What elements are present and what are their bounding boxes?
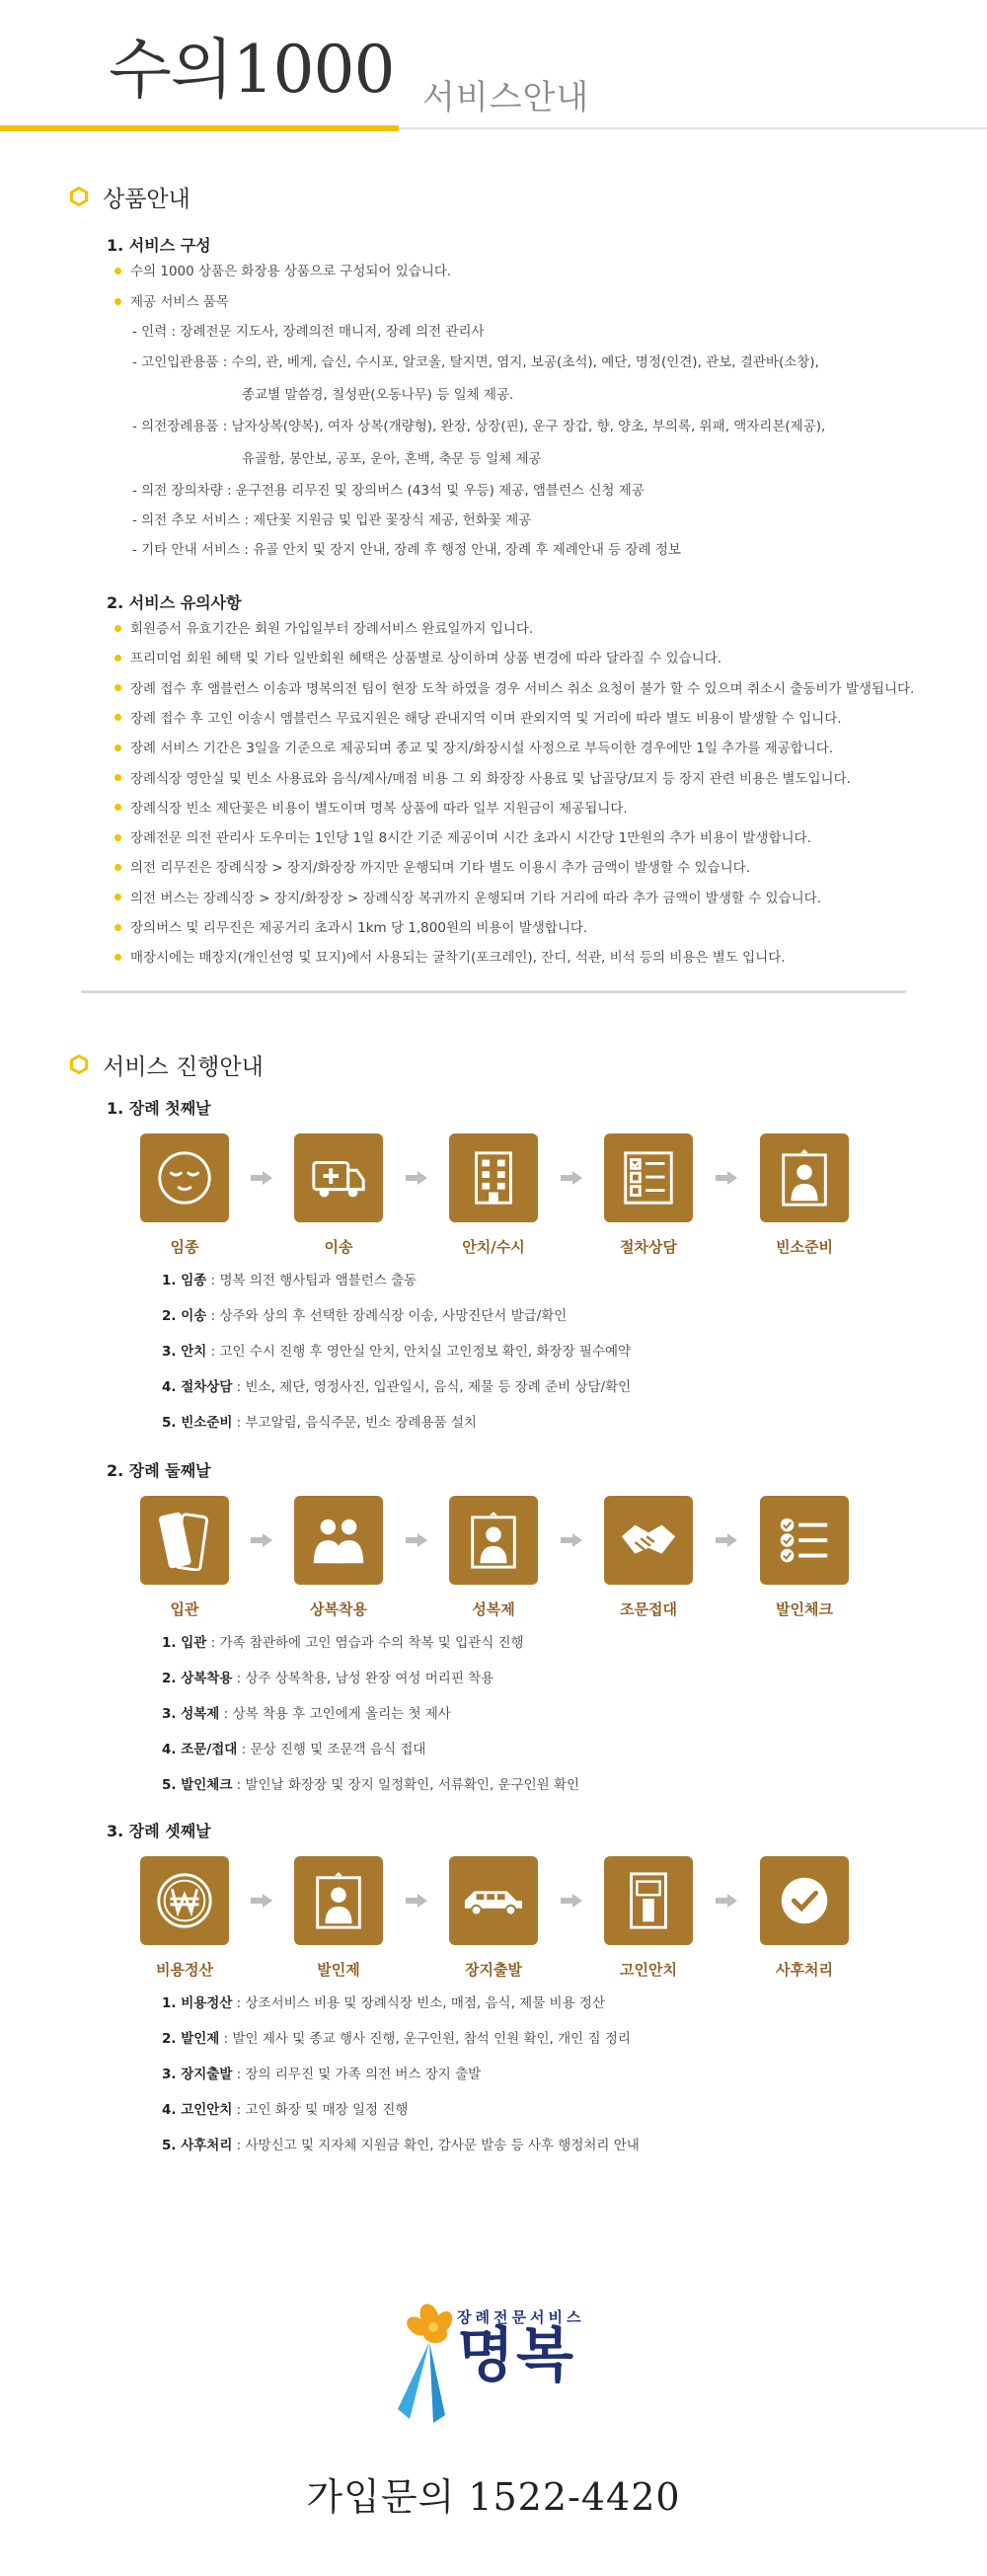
hexagon-icon (69, 1054, 89, 1074)
sleeping-face-icon (140, 1133, 229, 1222)
building-icon (449, 1133, 538, 1222)
step-label: 발인체크 (776, 1600, 833, 1618)
section-title-progress (69, 1050, 264, 1079)
section-title-text: 상품안내 (103, 186, 190, 212)
step-5 (760, 1856, 849, 1980)
step-detail: 5. 사후처리 : 사망신고 및 지자체 지원금 확인, 감사문 발송 등 사후 행정처리 안내 (162, 2138, 640, 2153)
contact-phone: 가입문의 1522-4420 (306, 2475, 681, 2519)
arrow-right-icon (406, 1533, 427, 1547)
service-item: - 의전 장의차량 : 운구전용 리무진 및 장의버스 (43석 및 우등) 제공, 앰블런스 신청 제공 (132, 483, 645, 499)
step-detail: 2. 이송 : 상주와 상의 후 선택한 장례식장 이송, 사망진단서 발급/확인 (162, 1308, 568, 1324)
service-item: - 기타 안내 서비스 : 유골 안치 및 장지 안내, 장례 후 행정 안내, 장례 후 제례안내 등 장례 정보 (132, 542, 681, 558)
service-item-cont: 유골함, 봉안보, 공포, 운아, 혼백, 축문 등 일체 제공 (242, 451, 542, 467)
handshake-icon (604, 1496, 693, 1585)
portrait-frame-icon (449, 1496, 538, 1585)
arrow-right-icon (406, 1894, 427, 1908)
step-label: 성복제 (472, 1600, 515, 1618)
page-header (0, 0, 987, 138)
step-label: 임종 (170, 1238, 199, 1256)
step-label: 이송 (324, 1238, 353, 1256)
step-3 (449, 1496, 538, 1619)
step-label: 발인제 (317, 1961, 360, 1979)
step-1 (140, 1496, 229, 1619)
portrait-frame-icon (294, 1856, 383, 1945)
arrow-right-icon (716, 1894, 737, 1908)
precaution-item: 장례식장 빈소 제단꽃은 비용이 별도이며 명복 상품에 따라 일부 지원금이 제공됩니다. (114, 799, 628, 819)
header-rule (399, 127, 987, 129)
arrow-right-icon (406, 1171, 427, 1185)
day-heading: 1. 장례 첫째날 (107, 1099, 211, 1118)
step-detail: 3. 장지출발 : 장의 리무진 및 가족 의전 버스 장지 출발 (162, 2067, 482, 2082)
precaution-item: 프리미엄 회원 혜택 및 기타 일반회원 혜택은 상품별로 상이하며 상품 변경에 따라 달라질 수 있습니다. (114, 649, 721, 668)
step-label: 절차상담 (620, 1238, 677, 1256)
step-label: 고인안치 (620, 1961, 677, 1979)
limousine-icon (449, 1856, 538, 1945)
precaution-item: 매장시에는 매장지(개인선영 및 묘지)에서 사용되는 굴착기(포크레인), 잔디, 석관, 비석 등의 비용은 별도 입니다. (114, 948, 786, 968)
brand-subtitle: 서비스안내 (422, 78, 590, 117)
arrow-right-icon (716, 1171, 737, 1185)
step-5 (760, 1133, 849, 1257)
precaution-item: 의전 리무진은 장례식장 > 장지/화장장 까지만 운행되며 기타 별도 이용시 추가 금액이 발생할 수 있습니다. (114, 858, 750, 878)
hexagon-icon (69, 187, 89, 206)
step-label: 빈소준비 (776, 1238, 833, 1256)
step-2 (294, 1496, 383, 1619)
arrow-right-icon (561, 1533, 582, 1547)
step-detail: 5. 발인체크 : 발인날 화장장 및 장지 일정확인, 서류확인, 운구인원 확인 (162, 1777, 580, 1793)
arrow-right-icon (251, 1894, 272, 1908)
step-detail: 4. 조문/접대 : 문상 진행 및 조문객 음식 접대 (162, 1742, 426, 1757)
section-title-text: 서비스 진행안내 (103, 1054, 264, 1080)
mourners-icon (294, 1496, 383, 1585)
arrow-right-icon (251, 1171, 272, 1185)
step-4 (604, 1133, 693, 1257)
arrow-right-icon (251, 1533, 272, 1547)
step-label: 입관 (170, 1600, 199, 1618)
portrait-frame-icon (760, 1133, 849, 1222)
step-detail: 2. 상복착용 : 상주 상복착용, 남성 완장 여성 머리핀 착용 (162, 1671, 494, 1686)
ribbon-flower-icon (390, 2301, 459, 2429)
step-4 (604, 1496, 693, 1619)
precaution-item: 장의버스 및 리무진은 제공거리 초과시 1km 당 1,800원의 비용이 발생합니다. (114, 918, 587, 938)
precaution-item: 장례 접수 후 고인 이송시 앰블런스 무료지원은 해당 관내지역 이며 관외지역 및 거리에 따라 별도 비용이 발생할 수 입니다. (114, 709, 842, 729)
logo-wordmark: 명복 (457, 2321, 575, 2390)
step-label: 비용정산 (156, 1961, 213, 1979)
step-label: 조문접대 (620, 1600, 677, 1618)
step-detail: 3. 성복제 : 상복 착용 후 고인에게 올리는 첫 제사 (162, 1706, 451, 1722)
brand-title: 수의1000 (109, 32, 395, 108)
step-4 (604, 1856, 693, 1980)
step-detail: 4. 고인안치 : 고인 화장 및 매장 일정 진행 (162, 2102, 409, 2118)
precaution-item: 의전 버스는 장례식장 > 장지/화장장 > 장례식장 복귀까지 운행되며 기타 거리에 따라 추가 금액이 발생할 수 있습니다. (114, 889, 821, 908)
columbarium-icon (604, 1856, 693, 1945)
step-1 (140, 1856, 229, 1980)
step-detail: 1. 임종 : 명복 의전 행사팀과 앰블런스 출동 (162, 1273, 418, 1288)
precaution-item: 장례전문 의전 관리사 도우미는 1인당 1일 8시간 기준 제공이며 시간 초과시 시간당 1만원의 추가 비용이 발생합니다. (114, 828, 811, 848)
subsection-heading: 2. 서비스 유의사항 (107, 593, 242, 612)
step-detail: 1. 입관 : 가족 참관하에 고인 염습과 수의 착복 및 입관식 진행 (162, 1635, 524, 1651)
section-divider (81, 990, 906, 993)
step-detail: 4. 절차상담 : 빈소, 제단, 영정사진, 입관일시, 음식, 제물 등 장례 준비 상담/확인 (162, 1379, 632, 1395)
step-label: 상복착용 (310, 1600, 367, 1618)
step-label: 사후처리 (776, 1961, 833, 1979)
precaution-item: 장례 접수 후 앰블런스 이송과 명복의전 팀이 현장 도착 하였을 경우 서비스 취소 요청이 불가 할 수 있으며 취소시 출동비가 발생됩니다. (114, 679, 914, 699)
coffin-icon (140, 1496, 229, 1585)
step-2 (294, 1133, 383, 1257)
logo-tagline: 장례전문서비스 (457, 2308, 585, 2326)
step-detail: 5. 빈소준비 : 부고알림, 음식주문, 빈소 장례용품 설치 (162, 1415, 477, 1431)
step-3 (449, 1133, 538, 1257)
arrow-right-icon (716, 1533, 737, 1547)
arrow-right-icon (561, 1171, 582, 1185)
bullet-item: 제공 서비스 품목 (114, 292, 229, 312)
day-heading: 2. 장례 둘째날 (107, 1461, 211, 1480)
subsection-heading: 1. 서비스 구성 (107, 236, 211, 255)
bullet-item: 수의 1000 상품은 화장용 상품으로 구성되어 있습니다. (114, 262, 451, 281)
check-circle-icon (760, 1856, 849, 1945)
precaution-item: 장례식장 영안실 및 빈소 사용료와 음식/제사/매점 비용 그 외 화장장 사용료 및 납골당/묘지 등 장지 관련 비용은 별도입니다. (114, 769, 851, 789)
section-title-product (69, 182, 190, 211)
precaution-item: 회원증서 유효기간은 회원 가입일부터 장례서비스 완료일까지 입니다. (114, 619, 533, 639)
step-2 (294, 1856, 383, 1980)
service-item: - 고인입관용품 : 수의, 관, 베게, 습신, 수시포, 알코올, 탈지면, 염지, 보공(초석), 예단, 명정(인견), 관보, 결관바(소창), (132, 354, 819, 370)
step-label: 장지출발 (465, 1961, 522, 1979)
precaution-item: 장례 서비스 기간은 3일을 기준으로 제공되며 종교 및 장지/화장시설 사정으로 부득이한 경우에만 1일 추가를 제공합니다. (114, 739, 833, 758)
step-1 (140, 1133, 229, 1257)
step-detail: 2. 발인제 : 발인 제사 및 종교 행사 진행, 운구인원, 참석 인원 확인, 개인 짐 정리 (162, 2031, 631, 2047)
checklist-icon (604, 1133, 693, 1222)
service-item-cont: 종교별 말씀경, 칠성판(오동나무) 등 일체 제공. (242, 387, 514, 403)
arrow-right-icon (561, 1894, 582, 1908)
step-detail: 3. 안치 : 고인 수시 진행 후 영안실 안치, 안치실 고인정보 확인, 화장장 필수예약 (162, 1344, 632, 1360)
step-5 (760, 1496, 849, 1619)
step-label: 안치/수시 (462, 1238, 525, 1256)
won-coin-icon (140, 1856, 229, 1945)
company-logo (390, 2301, 646, 2429)
check-list-icon (760, 1496, 849, 1585)
header-accent-bar (0, 125, 399, 131)
step-detail: 1. 비용정산 : 상조서비스 비용 및 장례식장 빈소, 매점, 음식, 제물 비용 정산 (162, 1995, 605, 2011)
service-item: - 의전 추모 서비스 : 제단꽃 지원금 및 입관 꽃장식 제공, 헌화꽃 제공 (132, 512, 532, 528)
ambulance-icon (294, 1133, 383, 1222)
step-3 (449, 1856, 538, 1980)
day-heading: 3. 장례 셋째날 (107, 1822, 211, 1840)
service-item: - 의전장례용품 : 남자상복(양복), 여자 상복(개량형), 완장, 상장(핀), 운구 장갑, 향, 양초, 부의록, 위패, 액자리본(제공), (132, 419, 826, 434)
service-item: - 인력 : 장례전문 지도사, 장례의전 매니저, 장례 의전 관리사 (132, 324, 485, 340)
